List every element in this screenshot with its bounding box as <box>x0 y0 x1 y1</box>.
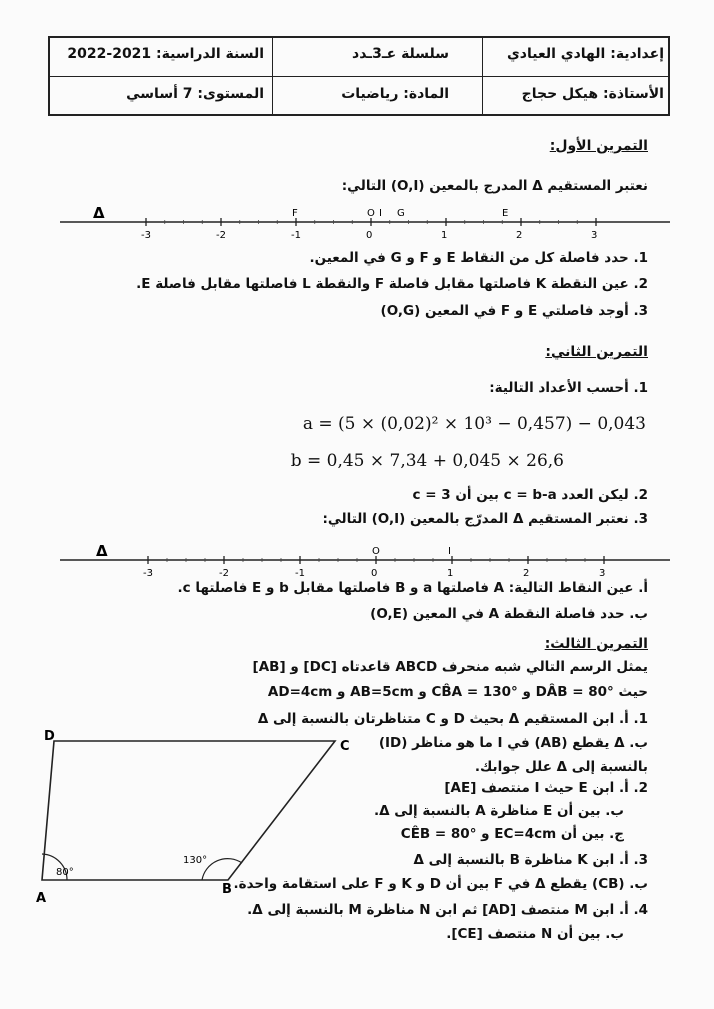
series-title: سلسلة عـ3ـدد <box>352 46 449 62</box>
ex2-axis-tick-label: 1 <box>447 568 454 579</box>
ex1-axis-point-g: G <box>397 208 405 219</box>
ex1-axis-tick-label: -3 <box>141 230 151 241</box>
ex1-intro: نعتبر المستقيم Δ المدرج بالمعين (O,I) التالي: <box>341 178 648 194</box>
vertex-d: D <box>44 729 55 744</box>
teacher-name: الأستاذة: هيكل حجاج <box>521 86 664 102</box>
ex3-q3a: 3. أ. ابن K مناظرة B بالنسبة إلى Δ <box>413 852 648 868</box>
ex1-axis-tick-label: 1 <box>441 230 448 241</box>
ex3-q2a: 2. أ. ابن E حيث I منتصف [AE] <box>444 780 648 796</box>
ex2-axis-point-o: O <box>372 546 380 557</box>
ex1-q1: 1. حدد فاصلة كل من النقاط E و F و G في المعين. <box>309 250 648 266</box>
angle-a-label: 80° <box>56 867 74 878</box>
ex1-axis-point-f: F <box>292 208 298 219</box>
ex3-q4b: ب. بين أن N منتصف [CE]. <box>446 926 624 942</box>
ex3-title: التمرين الثالث: <box>544 636 648 652</box>
vertex-c: C <box>340 739 350 754</box>
prepared-by: إعدادية: الهادي العيادي <box>506 46 664 62</box>
ex3-q2c: ج. بين أن EC=4cm و CÊB = 80° <box>400 826 624 842</box>
ex2-axis-point-i: I <box>448 546 451 557</box>
school-year: السنة الدراسية: 2021-2022 <box>67 46 264 62</box>
ex2-axis-tick-label: 2 <box>523 568 530 579</box>
ex2-qb: ب. حدد فاصلة النقطة A في المعين (O,E) <box>370 606 648 622</box>
ex1-axis-tick-label: 0 <box>366 230 373 241</box>
expression-a: a = (5 × (0,02)² × 10³ − 0,457) − 0,043 <box>302 414 646 434</box>
subject: المادة: رياضيات <box>341 86 449 102</box>
ex3-q1b: ب. Δ يقطع (AB) في I ما هو مناظر (ID) <box>378 735 648 751</box>
ex2-axis-tick-label: 3 <box>599 568 606 579</box>
ex2-axis-tick-label: -3 <box>143 568 153 579</box>
ex2-q3: 3. نعتبر المستقيم Δ المدرّج بالمعين (O,I) التالي: <box>322 511 648 527</box>
level: المستوى: 7 أساسي <box>126 86 264 102</box>
ex1-axis-tick-label: -1 <box>291 230 301 241</box>
ex1-axis-tick-label: 3 <box>591 230 598 241</box>
ex1-axis-tick-label: -2 <box>216 230 226 241</box>
ex1-title: التمرين الأول: <box>549 138 648 154</box>
ex3-q1b-cont: بالنسبة إلى Δ علل جوابك. <box>474 759 648 775</box>
ex1-axis-point-e: E <box>502 208 509 219</box>
ex3-q3b: ب. (CB) يقطع Δ في F بين أن D و K و F على استقامة واحدة. <box>233 876 648 892</box>
ex2-q1: 1. أحسب الأعداد التالية: <box>489 380 648 396</box>
ex3-intro-2: حيث DÂB = 80° و CB̂A = 130° و AB=5cm و AD=4cm <box>267 684 648 700</box>
trapezoid-figure <box>30 725 360 910</box>
ex3-intro-1: يمثل الرسم التالي شبه منحرف ABCD قاعدتاه [DC] و [AB] <box>252 659 648 675</box>
vertex-a: A <box>36 891 47 906</box>
ex1-q2: 2. عين النقطة K فاصلتها مقابل فاصلة F والنقطة L فاصلتها مقابل فاصلة E. <box>136 276 648 292</box>
ex2-q2: 2. ليكن العدد c = b-a بين أن c = 3 <box>412 487 648 503</box>
angle-b-label: 130° <box>183 855 208 866</box>
ex2-number-line <box>60 540 670 580</box>
ex1-axis-line-label: Δ <box>93 205 105 222</box>
ex1-axis-point-o: O <box>367 208 375 219</box>
ex2-axis-tick-label: 0 <box>371 568 378 579</box>
ex2-axis-tick-label: -2 <box>219 568 229 579</box>
ex2-qa: أ. عين النقاط التالية: A فاصلتها a و B فاصلتها مقابل b و E فاصلتها c. <box>177 580 648 596</box>
ex1-number-line <box>60 205 670 245</box>
ex2-axis-line-label: Δ <box>96 542 108 560</box>
ex3-q1a: 1. أ. ابن المستقيم Δ بحيث D و C متناظرتان بالنسبة إلى Δ <box>257 711 648 727</box>
ex1-axis-tick-label: 2 <box>516 230 523 241</box>
ex2-title: التمرين الثاني: <box>545 344 648 360</box>
ex1-q3: 3. أوجد فاصلتي E و F في المعين (O,G) <box>380 303 648 319</box>
ex3-q4a: 4. أ. ابن M منتصف [AD] ثم ابن N مناظرة M بالنسبة إلى Δ. <box>247 902 648 918</box>
expression-b: b = 0,45 × 7,34 + 0,045 × 26,6 <box>290 451 564 471</box>
ex3-q2b: ب. بين أن E مناظرة A بالنسبة إلى Δ. <box>374 803 624 819</box>
ex1-axis-point-i: I <box>379 208 382 219</box>
ex2-axis-tick-label: -1 <box>295 568 305 579</box>
vertex-b: B <box>222 882 232 897</box>
